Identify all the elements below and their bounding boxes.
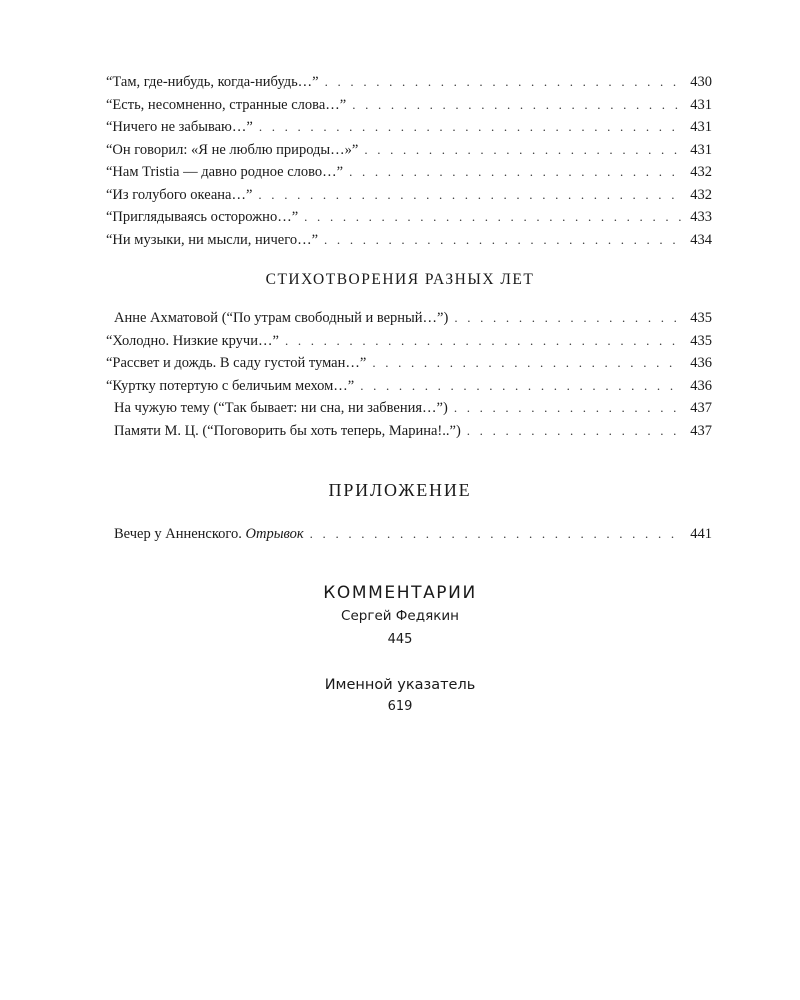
toc-entry-title: Памяти М. Ц. (“Поговорить бы хоть теперь, Марина!..”) bbox=[114, 422, 461, 439]
toc-entry-page: 441 bbox=[690, 526, 712, 542]
toc-entry bbox=[106, 206, 712, 229]
toc-entry-page: 436 bbox=[690, 355, 712, 371]
toc-entry-title: “Приглядываясь осторожно…” bbox=[106, 209, 299, 225]
toc-entry-page: 431 bbox=[690, 119, 712, 135]
commentary-author: Сергей Федякин bbox=[341, 608, 459, 624]
appendix-entry-title: Вечер у Анненского. bbox=[114, 526, 242, 542]
name-index-title: Именной указатель bbox=[324, 677, 476, 693]
toc-entry-title: “Из голубого океана…” bbox=[106, 186, 253, 203]
dot-leader bbox=[467, 420, 682, 443]
dot-leader bbox=[258, 184, 682, 207]
toc-entry bbox=[106, 184, 712, 207]
toc-entry bbox=[106, 161, 712, 184]
toc-entry-title bbox=[114, 523, 304, 546]
toc-entry-title: “Ничего не забываю…” bbox=[106, 119, 253, 135]
dot-leader bbox=[349, 161, 682, 184]
toc-entry-page: 436 bbox=[690, 377, 712, 394]
dot-leader bbox=[372, 352, 682, 375]
dot-leader bbox=[454, 397, 682, 420]
toc-entry bbox=[106, 330, 712, 353]
toc-entry-page: 432 bbox=[690, 164, 712, 180]
dot-leader bbox=[259, 116, 682, 139]
dot-leader bbox=[304, 206, 682, 229]
toc-entry-page: 432 bbox=[690, 186, 712, 203]
toc-entry bbox=[106, 307, 712, 330]
toc-entry bbox=[106, 397, 712, 420]
toc-entry-title: “Он говорил: «Я не люблю природы…»” bbox=[106, 141, 359, 158]
toc-entry-page: 435 bbox=[690, 332, 712, 349]
toc-entry-title: Анне Ахматовой (“По утрам свободный и верный…”) bbox=[114, 310, 449, 326]
toc-entry-page: 434 bbox=[690, 231, 712, 248]
toc-entry-title: “Есть, несомненно, странные слова…” bbox=[106, 96, 347, 113]
various-years-list bbox=[106, 307, 712, 442]
toc-entry-page: 431 bbox=[690, 141, 712, 158]
toc-entry bbox=[106, 229, 712, 252]
toc-entry-page: 437 bbox=[690, 422, 712, 439]
toc-entry-page: 431 bbox=[690, 96, 712, 113]
appendix-entry-subtitle: Отрывок bbox=[245, 526, 304, 542]
toc-entry bbox=[106, 139, 712, 162]
section-heading-various-years: СТИХОТВОРЕНИЯ РАЗНЫХ ЛЕТ bbox=[265, 271, 535, 288]
toc-entry-title: “Нам Tristia — давно родное слово…” bbox=[106, 164, 344, 180]
toc-entry-title: “Холодно. Низкие кручи…” bbox=[106, 332, 279, 349]
toc-entry-title: “Ни музыки, ни мысли, ничего…” bbox=[106, 231, 319, 248]
toc-entry-title: “Рассвет и дождь. В саду густой туман…” bbox=[106, 355, 367, 371]
toc-entry-page: 433 bbox=[690, 209, 712, 225]
dot-leader bbox=[310, 523, 682, 546]
toc-entry bbox=[106, 420, 712, 443]
dot-leader bbox=[325, 71, 682, 94]
toc-entry bbox=[106, 71, 712, 94]
dot-leader bbox=[285, 330, 682, 353]
section-heading-commentary: КОММЕНТАРИИ bbox=[323, 583, 477, 603]
toc-entry bbox=[106, 523, 712, 546]
section-heading-appendix: ПРИЛОЖЕНИЕ bbox=[328, 480, 472, 500]
toc-entry-title: “Куртку потертую с беличьим мехом…” bbox=[106, 377, 355, 394]
toc-entry bbox=[106, 94, 712, 117]
dot-leader bbox=[454, 307, 682, 330]
appendix-list bbox=[106, 523, 712, 546]
toc-entry-page: 437 bbox=[690, 400, 712, 416]
dot-leader bbox=[352, 94, 682, 117]
toc-entry-title: “Там, где-нибудь, когда-нибудь…” bbox=[106, 74, 319, 90]
dot-leader bbox=[360, 375, 682, 398]
dot-leader bbox=[324, 229, 682, 252]
toc-entry bbox=[106, 116, 712, 139]
toc-entry bbox=[106, 375, 712, 398]
contents-list bbox=[106, 71, 712, 251]
commentary-page: 445 bbox=[387, 632, 413, 647]
toc-entry-page: 430 bbox=[690, 74, 712, 90]
dot-leader bbox=[364, 139, 682, 162]
toc-entry bbox=[106, 352, 712, 375]
name-index-page: 619 bbox=[387, 699, 413, 714]
toc-entry-page: 435 bbox=[690, 310, 712, 326]
toc-entry-title: На чужую тему (“Так бывает: ни сна, ни забвения…”) bbox=[114, 400, 448, 416]
